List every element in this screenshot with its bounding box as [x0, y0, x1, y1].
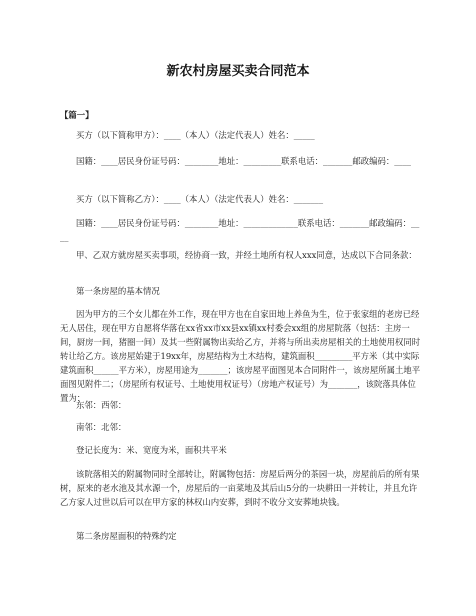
section-label: 【篇一】 [60, 110, 94, 120]
party-b-info: 国籍：____居民身份证号码：________地址：_____________联系电话：_______邮政编码：____ [60, 218, 420, 242]
dimensions-line: 登记长度为：米、宽度为米，面积共平米 [76, 445, 227, 455]
east-west-neighbors: 东邻：西邻： [76, 400, 127, 410]
party-a-info: 国籍：____居民身份证号码：________地址：_________联系电话：_______邮政编码：____ [76, 156, 411, 166]
intro-paragraph: 甲、乙双方就房屋买卖事项，经协商一致，并经土地所有权人xxx同意，达成以下合同条款： [76, 250, 417, 260]
party-b-line: 买方（以下简称乙方）：____（本人）（法定代表人）姓名：_______ [76, 194, 324, 204]
article-1-title: 第一条房屋的基本情况 [76, 286, 160, 296]
document-title: 新农村房屋买卖合同范本 [166, 64, 310, 79]
south-north-neighbors: 南邻：北邻： [76, 422, 127, 432]
attachments-paragraph: 该院落相关的附属物同时全部转让，附属物包括：房屋后两分的茶园一块，房屋前后的所有果树，原来的老水池及其水源一个，房屋后的一亩菜地及其后山5分的一块耕田一并转让，并且允许乙方家人过世以后可以在甲方家的林权山内安葬，到时不收分文安葬地块钱。 [60, 469, 420, 507]
party-a-line: 买方（以下简称甲方）：____（本人）（法定代表人）姓名：_____ [76, 130, 315, 140]
article-1-body: 因为甲方的三个女儿都在外工作，现在甲方也在自家田地上养鱼为生，位于张家组的老房已经无人居住，现在甲方自愿将华落在xx省xx市xx县xx镇xx村委会xx组的房屋院落（包括：主房一间，厨房一间，猪圈一间）及其一些附属物出卖给乙方，并将与所出卖房屋相关的土地使用权同时转让给乙方。该房屋始建于19xx年，房屋结构为土木结构，建筑面积_________平方米（其中实际建筑面积______平方米），房屋用途为_______；该房屋平面图见本合同附件一，该房屋所属土地平面图见附件二；（房屋所有权证号、土地使用权证号）（房地产权证号）为_______，该院落具体位置为： [60, 309, 421, 403]
article-2-title: 第二条房屋面积的特殊约定 [76, 531, 177, 541]
